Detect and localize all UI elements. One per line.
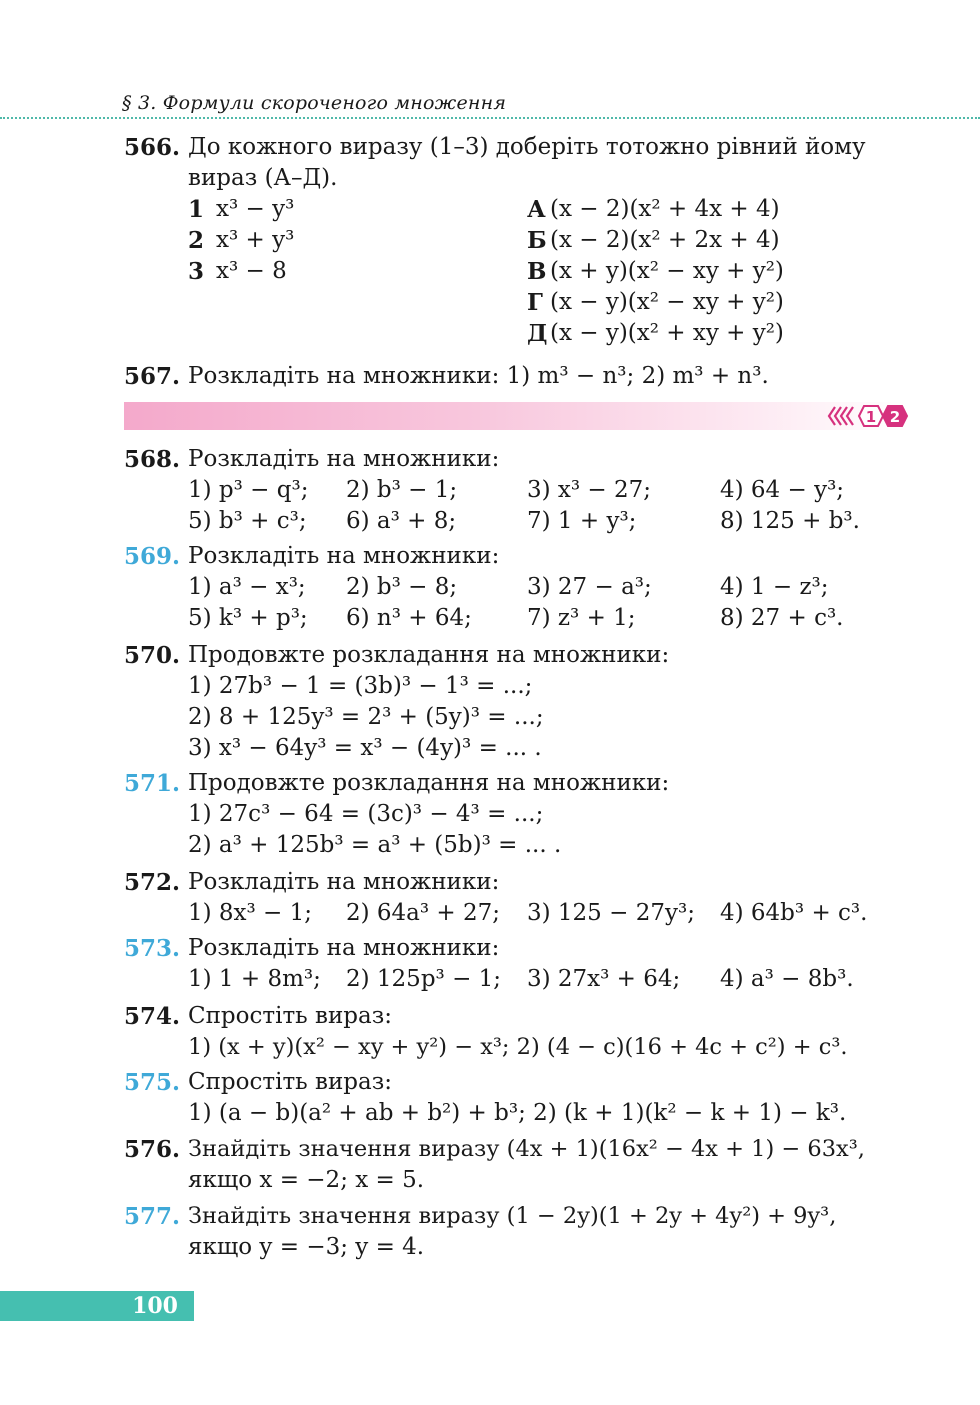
exercise-item: 3) 125 − 27y³;	[527, 900, 695, 926]
exercise-item: 1) p³ − q³;	[188, 477, 309, 503]
match-right-expr: (x − 2)(x² + 4x + 4)	[550, 196, 780, 222]
exercise-number: 571.	[124, 770, 181, 797]
exercise-item: 8) 125 + b³.	[720, 508, 860, 534]
level-1-label: 1	[865, 408, 877, 426]
exercise-number: 577.	[124, 1203, 181, 1230]
exercise-item: 1) 27b³ − 1 = (3b)³ − 1³ = ...;	[188, 673, 533, 699]
exercise-566	[124, 134, 180, 161]
exercise-576	[124, 1136, 180, 1163]
exercise-text-line: Спростіть вираз:	[188, 1069, 393, 1095]
exercise-text-line: Спростіть вираз:	[188, 1003, 393, 1029]
match-left-label: 3	[188, 258, 205, 285]
match-right-expr: (x − y)(x² + xy + y²)	[550, 320, 784, 346]
exercise-item: 2) 8 + 125y³ = 2³ + (5y)³ = ...;	[188, 704, 544, 730]
level-2-label: 2	[889, 408, 901, 426]
exercise-item: 3) x³ − 64y³ = x³ − (4y)³ = ... .	[188, 735, 542, 761]
exercise-number: 574.	[124, 1003, 181, 1030]
exercise-number: 572.	[124, 869, 181, 896]
exercise-item: 5) b³ + c³;	[188, 508, 307, 534]
exercise-item: 1) (x + y)(x² − xy + y²) − x³; 2) (4 − c)(16 + 4c + c²) + c³.	[188, 1034, 848, 1060]
match-left-expr: x³ + y³	[216, 227, 295, 253]
exercise-573	[124, 935, 180, 962]
exercise-text-line: вираз (А–Д).	[188, 165, 338, 191]
exercise-item: 1) 1 + 8m³;	[188, 966, 321, 992]
chevron-arrows-icon	[829, 407, 853, 425]
exercise-item: 6) a³ + 8;	[346, 508, 457, 534]
exercise-text-line: якщо x = −2; x = 5.	[188, 1167, 425, 1193]
exercise-item: 1) 8x³ − 1;	[188, 900, 313, 926]
exercise-number: 576.	[124, 1136, 181, 1163]
match-left-label: 1	[188, 196, 205, 223]
exercise-575	[124, 1069, 180, 1096]
exercise-item: 4) 64b³ + c³.	[720, 900, 868, 926]
exercise-item: 7) z³ + 1;	[527, 605, 636, 631]
exercise-569	[124, 543, 180, 570]
exercise-item: 1) a³ − x³;	[188, 574, 306, 600]
exercise-text-line: Знайдіть значення виразу (4x + 1)(16x² − 4x + 1) − 63x³,	[188, 1136, 865, 1162]
match-right-expr: (x − y)(x² − xy + y²)	[550, 289, 784, 315]
match-right-label: Б	[527, 227, 547, 254]
exercise-item: 4) a³ − 8b³.	[720, 966, 854, 992]
match-left-label: 2	[188, 227, 205, 254]
exercise-item: 2) b³ − 1;	[346, 477, 458, 503]
exercise-number: 570.	[124, 642, 181, 669]
exercise-item: 2) 64a³ + 27;	[346, 900, 501, 926]
exercise-number: 573.	[124, 935, 181, 962]
match-right-label: Д	[527, 320, 548, 347]
exercise-number: 568.	[124, 446, 181, 473]
exercise-text-line: Розкладіть на множники:	[188, 543, 500, 569]
exercise-item: 4) 64 − y³;	[720, 477, 845, 503]
exercise-item: 2) a³ + 125b³ = a³ + (5b)³ = ... .	[188, 832, 562, 858]
exercise-text-line: Розкладіть на множники:	[188, 446, 500, 472]
exercise-item: 2) b³ − 8;	[346, 574, 458, 600]
exercise-item: 3) x³ − 27;	[527, 477, 652, 503]
exercise-568	[124, 446, 180, 473]
exercise-item: 2) 125p³ − 1;	[346, 966, 502, 992]
exercise-item: 7) 1 + y³;	[527, 508, 637, 534]
exercise-item: 8) 27 + c³.	[720, 605, 844, 631]
page-number: 100	[132, 1293, 178, 1319]
exercise-574	[124, 1003, 180, 1030]
match-right-expr: (x + y)(x² − xy + y²)	[550, 258, 784, 284]
exercise-text-line: Знайдіть значення виразу (1 − 2y)(1 + 2y + 4y²) + 9y³,	[188, 1203, 837, 1229]
difficulty-level-badge	[826, 404, 910, 428]
exercise-item: 5) k³ + p³;	[188, 605, 308, 631]
exercise-text-line: Продовжте розкладання на множники:	[188, 642, 670, 668]
exercise-item: 1) (a − b)(a² + ab + b²) + b³; 2) (k + 1)(k² − k + 1) − k³.	[188, 1100, 847, 1126]
exercise-text-line: Розкладіть на множники:	[188, 869, 500, 895]
match-right-label: А	[527, 196, 546, 223]
exercise-567	[124, 363, 180, 390]
exercise-item: 3) 27 − a³;	[527, 574, 652, 600]
difficulty-level-band	[124, 402, 908, 430]
exercise-item: 1) 27c³ − 64 = (3c)³ − 4³ = ...;	[188, 801, 544, 827]
exercise-item: 3) 27x³ + 64;	[527, 966, 681, 992]
exercise-577	[124, 1203, 180, 1230]
header-divider	[0, 117, 980, 119]
exercise-text-line: Розкладіть на множники: 1) m³ − n³; 2) m³ + n³.	[188, 363, 769, 389]
exercise-text-line: До кожного виразу (1–3) доберіть тотожно рівний йому	[188, 134, 866, 160]
exercise-text-line: Розкладіть на множники:	[188, 935, 500, 961]
exercise-text-line: Продовжте розкладання на множники:	[188, 770, 670, 796]
exercise-number: 567.	[124, 363, 181, 390]
exercise-number: 569.	[124, 543, 181, 570]
exercise-item: 4) 1 − z³;	[720, 574, 829, 600]
match-left-expr: x³ − y³	[216, 196, 295, 222]
exercise-571	[124, 770, 180, 797]
section-header-title: § 3. Формули скороченого множення	[122, 92, 507, 114]
exercise-text-line: якщо y = −3; y = 4.	[188, 1234, 425, 1260]
match-right-label: Г	[527, 289, 543, 316]
match-left-expr: x³ − 8	[216, 258, 287, 284]
match-right-label: В	[527, 258, 547, 285]
exercise-item: 6) n³ + 64;	[346, 605, 472, 631]
exercise-570	[124, 642, 180, 669]
match-right-expr: (x − 2)(x² + 2x + 4)	[550, 227, 780, 253]
exercise-number: 566.	[124, 134, 181, 161]
exercise-572	[124, 869, 180, 896]
exercise-number: 575.	[124, 1069, 181, 1096]
